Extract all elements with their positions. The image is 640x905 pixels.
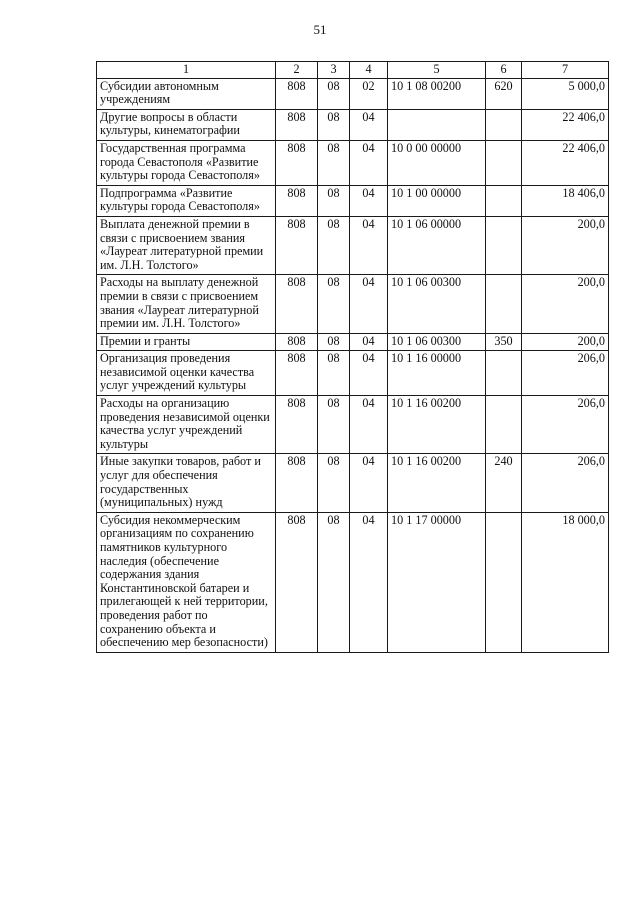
column-header: 2	[276, 62, 318, 79]
row-vr-code: 240	[486, 454, 522, 512]
row-csr-code: 10 1 17 00000	[388, 512, 486, 652]
row-pr-code: 04	[350, 140, 388, 185]
row-gr-code: 808	[276, 512, 318, 652]
row-csr-code: 10 1 06 00300	[388, 275, 486, 333]
row-name: Иные закупки товаров, работ и услуг для обеспечения государственных (муниципальных) нужд	[97, 454, 276, 512]
row-vr-code	[486, 275, 522, 333]
row-amount: 206,0	[522, 454, 609, 512]
row-vr-code	[486, 351, 522, 396]
row-amount: 5 000,0	[522, 78, 609, 109]
column-header: 6	[486, 62, 522, 79]
row-csr-code: 10 1 16 00200	[388, 454, 486, 512]
table-row	[97, 185, 609, 216]
row-name: Субсидия некоммерческим организациям по сохранению памятников культурного наследия (обеспечение содержания здания Константиновской батареи и прилегающей к ней территории, проведения работ по сохранению объекта и обеспечению мер безопасности)	[97, 512, 276, 652]
row-name: Субсидии автономным учреждениям	[97, 78, 276, 109]
column-header: 1	[97, 62, 276, 79]
row-gr-code: 808	[276, 216, 318, 274]
row-vr-code	[486, 109, 522, 140]
page-number: 51	[313, 22, 327, 37]
row-amount: 200,0	[522, 216, 609, 274]
row-csr-code: 10 1 06 00300	[388, 333, 486, 351]
row-amount: 18 406,0	[522, 185, 609, 216]
row-pr-code: 04	[350, 275, 388, 333]
row-gr-code: 808	[276, 396, 318, 454]
row-pr-code: 04	[350, 333, 388, 351]
row-gr-code: 808	[276, 140, 318, 185]
table-header-row	[97, 62, 609, 79]
budget-table	[96, 61, 609, 653]
row-amount: 18 000,0	[522, 512, 609, 652]
row-csr-code: 10 1 08 00200	[388, 78, 486, 109]
row-vr-code	[486, 140, 522, 185]
table-row	[97, 512, 609, 652]
column-header: 5	[388, 62, 486, 79]
row-name: Расходы на выплату денежной премии в связи с присвоением звания «Лауреат литературной премии им. Л.Н. Толстого»	[97, 275, 276, 333]
row-csr-code: 10 1 16 00200	[388, 396, 486, 454]
row-csr-code	[388, 109, 486, 140]
row-name: Другие вопросы в области культуры, кинематографии	[97, 109, 276, 140]
row-pr-code: 04	[350, 454, 388, 512]
row-rz-code: 08	[318, 396, 350, 454]
row-rz-code: 08	[318, 185, 350, 216]
table-row	[97, 275, 609, 333]
row-amount: 206,0	[522, 351, 609, 396]
row-vr-code: 350	[486, 333, 522, 351]
row-name: Организация проведения независимой оценки качества услуг учреждений культуры	[97, 351, 276, 396]
row-amount: 200,0	[522, 275, 609, 333]
table-row	[97, 333, 609, 351]
row-gr-code: 808	[276, 333, 318, 351]
table-row	[97, 78, 609, 109]
row-rz-code: 08	[318, 512, 350, 652]
row-gr-code: 808	[276, 78, 318, 109]
row-vr-code	[486, 396, 522, 454]
row-csr-code: 10 1 06 00000	[388, 216, 486, 274]
row-rz-code: 08	[318, 216, 350, 274]
row-pr-code: 04	[350, 512, 388, 652]
row-csr-code: 10 0 00 00000	[388, 140, 486, 185]
table-row	[97, 396, 609, 454]
row-gr-code: 808	[276, 351, 318, 396]
table-row	[97, 140, 609, 185]
column-header: 7	[522, 62, 609, 79]
row-csr-code: 10 1 16 00000	[388, 351, 486, 396]
row-rz-code: 08	[318, 78, 350, 109]
row-pr-code: 02	[350, 78, 388, 109]
row-gr-code: 808	[276, 275, 318, 333]
row-name: Премии и гранты	[97, 333, 276, 351]
row-pr-code: 04	[350, 216, 388, 274]
table-row	[97, 109, 609, 140]
row-amount: 22 406,0	[522, 109, 609, 140]
row-rz-code: 08	[318, 140, 350, 185]
row-rz-code: 08	[318, 454, 350, 512]
row-pr-code: 04	[350, 185, 388, 216]
row-pr-code: 04	[350, 109, 388, 140]
row-name: Расходы на организацию проведения независимой оценки качества услуг учреждений культуры	[97, 396, 276, 454]
row-pr-code: 04	[350, 396, 388, 454]
row-vr-code	[486, 512, 522, 652]
row-name: Выплата денежной премии в связи с присвоением звания «Лауреат литературной премии им. Л.Н. Толстого»	[97, 216, 276, 274]
table-row	[97, 216, 609, 274]
row-vr-code	[486, 216, 522, 274]
row-name: Подпрограмма «Развитие культуры города Севастополя»	[97, 185, 276, 216]
row-gr-code: 808	[276, 185, 318, 216]
row-amount: 206,0	[522, 396, 609, 454]
row-vr-code	[486, 185, 522, 216]
table-row	[97, 454, 609, 512]
row-vr-code: 620	[486, 78, 522, 109]
row-csr-code: 10 1 00 00000	[388, 185, 486, 216]
row-amount: 200,0	[522, 333, 609, 351]
column-header: 4	[350, 62, 388, 79]
row-rz-code: 08	[318, 275, 350, 333]
table-row	[97, 351, 609, 396]
row-rz-code: 08	[318, 333, 350, 351]
row-rz-code: 08	[318, 351, 350, 396]
row-amount: 22 406,0	[522, 140, 609, 185]
column-header: 3	[318, 62, 350, 79]
row-gr-code: 808	[276, 109, 318, 140]
row-gr-code: 808	[276, 454, 318, 512]
row-name: Государственная программа города Севастополя «Развитие культуры города Севастополя»	[97, 140, 276, 185]
row-pr-code: 04	[350, 351, 388, 396]
row-rz-code: 08	[318, 109, 350, 140]
